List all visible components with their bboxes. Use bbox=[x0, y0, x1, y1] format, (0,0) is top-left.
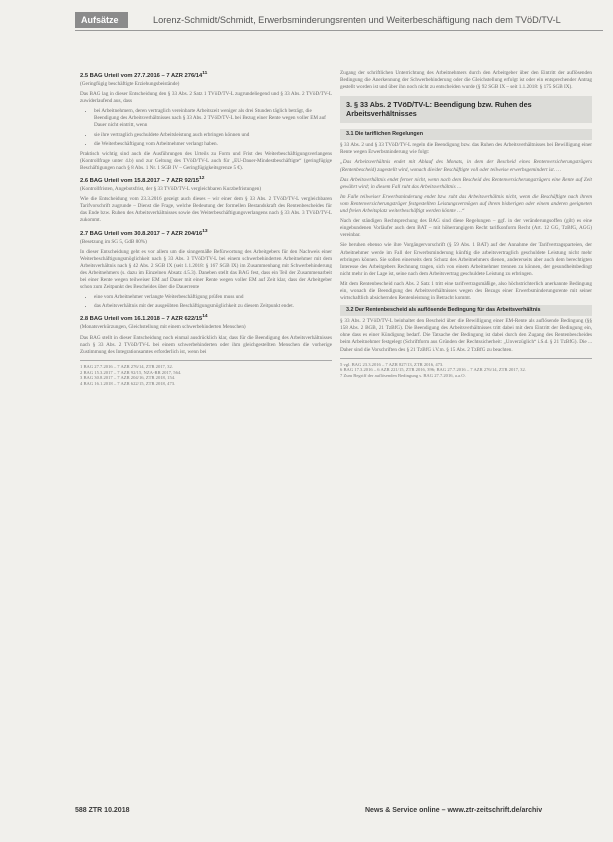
footnote: 3 BAG 30.8.2017 – 7 AZR 204/16, ZTR 2018, 154. bbox=[80, 375, 176, 381]
footnote: 2 BAG 15.3.2017 – 7 AZR 92/15, NZA-RR 2017, 564. bbox=[80, 369, 182, 375]
list-item: • bei Arbeitnehmern, deren vertraglich vereinbarte Arbeitszeit weniger als drei Stunden täglich beträgt, die Beendigung des Arbeitsverhältnisses nach § 33 Abs. 2 TVöD/TV-L bei Bezug einer Rente wegen voller EM auf Dauer nicht eintritt, wenn bbox=[94, 108, 332, 129]
paragraph: In dieser Entscheidung geht es vor allem um die sinngemäße Befürwortung des Arbeitgebers für den Nachweis einer Weiterbeschäftigungsmöglichkeit nach § 33 Abs. 3 TVöD/TV-L bei einem schwerbehinderten Arbeitnehmer mit dem Arbeitsverhältnis nach § 42 Abs. 2 SGB IX (seit 1.1.2018: § 167 SGB IX) im Zusammenhang mit Schwerbehinderung des Arbeitnehmers (s. dazu im Einzelnen Absatz 4.5.3). Daneben stellt das BAG fest, dass ein Teil der Zusammenarbeit bei einer Rente wegen teilweiser EM auf Dauer mit einer Rente wegen voller EM auf Zeit klar, dass der Arbeitgeber schon zum Zeitpunkt des Bescheides über die Dauerrente bbox=[80, 248, 332, 291]
paragraph: Sie beruhen ebenso wie ihre Vorgängervorschrift (§ 59 Abs. 1 BAT) auf der Annahme der Tarifvertragsparteien, der Arbeitnehmer werde im Fall der Erwerbsminderung künftig die arbeitsvertraglich geschuldete Leistung nicht mehr erbringen können. Sie sollen einerseits dem Schutz des Arbeitnehmers dienen, andererseits aber auch dem berechtigten Interesse des Arbeitgebers Rechnung tragen, sich von einem Arbeitnehmer trennen zu können, der gesundheitsbedingt nicht mehr in der Lage ist, seine nach dem Arbeitsvertrag geschuldete Leistung zu erbringen. bbox=[340, 242, 592, 277]
paragraph: Mit dem Rentenbescheid nach Abs. 2 Satz 1 tritt eine tarifvertragsmäßige, also höchstrichterlich anerkannte Bedingung ein, wonach die Beendigung des Arbeitsverhältnisses wegen des Bezugs einer Erwerbsminderungsrente mit seiner wirtschaftlich absichernden Rentenleistung in Betracht kommt. bbox=[340, 280, 592, 302]
paragraph: (Besetzung im SG 5, GdB 80%) bbox=[80, 238, 147, 245]
bullet-list bbox=[80, 108, 332, 147]
paragraph: Wie die Entscheidung vom 23.3.2016 gezeigt auch dieses – wir einer dem § 33 Abs. 2 TVöD/TV-L vergleichbaren Tarifvorschrift zugrunde – Dienst die Frage, welche Bedeutung der formellen Bestandskraft des Rentenbescheides für das Ende bzw. Ruhen des Arbeitsverhältnisses sowie des Weiterbeschäftigungsverlangens nach § 33 Abs. 3 TVöD/TV-L zukommt. bbox=[80, 196, 332, 224]
footnotes bbox=[340, 358, 592, 379]
subheading-3-2: 3.2 Der Rentenbescheid als auflösende Bedingung für das Arbeitsverhältnis bbox=[340, 305, 592, 316]
paragraph: Nach der ständigen Rechtsprechung des BAG sind diese Regelungen – ggf. in der veränderungsoffen (gilt) es eine eingebundenen Vorläufer auch dem BAT – mit höherrangigem Recht tarifkonform Recht (Art. 12 GG, TzBfG, AGG) vereinbar. bbox=[340, 218, 592, 239]
heading-2-8: 2.8 BAG Urteil vom 16.1.2018 – 7 AZR $622/15^{14}$ bbox=[80, 314, 208, 323]
paragraph: (Geringfügig beschäftigte Erziehungsbeistände) bbox=[80, 81, 180, 88]
quote: Das Arbeitsverhältnis endet ferner nicht, wenn nach dem Bescheid des Rentenversicherungsträgers eine Rente auf Zeit gewährt wird; in diesem Fall ruht das Arbeitsverhältnis … bbox=[340, 176, 592, 190]
footnote: 4 BAG 16.1.2018 – 7 AZR 622/15, ZTR 2018, 473. bbox=[80, 381, 176, 387]
running-title: Lorenz-Schmidt/Schmidt, Erwerbsminderungsrenten und Weiterbeschäftigung nach dem TVöD/TV-L bbox=[153, 15, 561, 25]
section-tag: Aufsätze bbox=[75, 12, 128, 28]
list-item: • die Weiterbeschäftigung vom Arbeitnehmer verlangt haben. bbox=[94, 141, 332, 148]
page-number: 588 ZTR 10.2018 bbox=[75, 807, 130, 814]
list-item: • eine vom Arbeitnehmer verlangte Weiterbeschäftigung prüfen muss und bbox=[94, 294, 332, 301]
footnote: 5 vgl. BAG 23.3.2016 – 7 AZR 827/13, ZTR 2016, 473. bbox=[340, 361, 444, 367]
footnote: 6 BAG 17.3.2016 – 6 AZR 221/15, ZTR 2016, 396; BAG 27.7.2016 – 7 AZR 276/14, ZTR 2017, 32. bbox=[340, 367, 526, 373]
heading-2-5: 2.5 BAG Urteil vom 27.7.2016 – 7 AZR $276/14^{11}$ bbox=[80, 71, 208, 79]
quote: Im Falle teilweiser Erwerbsminderung endet bzw. ruht das Arbeitsverhältnis nicht, wenn die Beschäftigte nach ihrem vom Rentenversicherungsträger festgestellten Leistungsvermögen auf ihrem bisherigen oder einem anderen geeigneten und freien Arbeitsplatz weiterbeschäftigt werden könnte …“ bbox=[340, 193, 592, 215]
paragraph: (Monatsverkürzungen, Gleichstellung mit einem schwerbehinderten Menschen) bbox=[80, 324, 246, 331]
heading-2-6: 2.6 BAG Urteil vom 15.8.2017 – 7 AZR $92/15^{12}$ bbox=[80, 176, 205, 184]
right-column bbox=[340, 70, 592, 379]
paragraph: § 33 Abs. 2 und § 33 TVöD/TV-L regeln die Beendigung bzw. das Ruhen des Arbeitsverhältnisses bei Bewilligung einer Rente wegen Erwerbsminderung wie folgt: bbox=[340, 142, 592, 156]
section-heading-3: 3. § 33 Abs. 2 TVöD/TV-L: Beendigung bzw. Ruhen des Arbeitsverhältnisses bbox=[340, 96, 592, 123]
list-item: • sie ihre vertraglich geschuldete Arbeitsleistung auch erbringen können und bbox=[94, 132, 332, 139]
paragraph: § 33 Abs. 2 TVöD/TV-L beinhaltet den Bescheid über die Bewilligung einer EM-Rente als auflösende Bedingung (§§ 158 Abs. 2 BGB, 21 TzBfG). Die Beendigung des Arbeitsverhältnisses tritt dabei mit dem Eintritt der Bedingung ein, ohne dass es einer Kündigung bedarf. Die Tatsache der Bedingung ist dabei durch den Zugang des Rentenbescheides beim Arbeitnehmer festgelegt (Schriftform aus Gründen der Rechtssicherheit: „Unverzüglich“ i.S.d. § 21 TzBfG). Die ... Daher sind die Vorschriften des § 21 TzBfG i.V.m. § 15 Abs. 2 TzBfG zu beachten. bbox=[340, 318, 592, 353]
quote: „Das Arbeitsverhältnis endet mit Ablauf des Monats, in dem der Bescheid eines Rentenversicherungsträgers (Rentenbescheid) zugestellt wird, wonach die/der Beschäftigte voll oder teilweise erwerbsgemindert ist. … bbox=[340, 159, 592, 173]
paragraph: Zugang der schriftlichen Unterrichtung des Arbeitnehmers durch den Arbeitgeber über den Eintritt der auflösenden Bedingung die Anerkennung der Schwerbehinderung oder die Gleichstellung erfolgt ist oder ein entsprechender Antrag gestellt worden ist und über ihn noch nicht zu entscheiden wurde (§ 92 SGB IX – seit 1.1.2018: § 175 SGB IX). bbox=[340, 70, 592, 91]
footnotes bbox=[80, 360, 332, 387]
bullet-list bbox=[80, 294, 332, 310]
paragraph: Das BAG lag in dieser Entscheidung den § 33 Abs. 2 Satz 1 TVöD/TV-L zugrundeliegend und § 33 Abs. 2 TVöD/TV-L zuwiderlaufend aus, dass bbox=[80, 91, 332, 105]
paragraph: (Kontrollfristen, Angebotsfrist, der § 33 TVöD/TV-L vergleichbaren Kurzbefristungen) bbox=[80, 186, 262, 193]
paragraph: Das BAG stellt in dieser Entscheidung noch einmal ausdrücklich klar, dass für die Beendigung des Arbeitsverhältnisses nach § 33 Abs. 2 TVöD/TV-L bei einem schwerbehinderten oder ihm gleichgestellten Menschen die vorherige Zustimmung des Integrationsamtes erforderlich ist, wenn bei bbox=[80, 334, 332, 355]
subheading-3-1: 3.1 Die tariflichen Regelungen bbox=[340, 129, 592, 140]
footer-link[interactable]: News & Service online – www.ztr-zeitschrift.de/archiv bbox=[365, 807, 543, 814]
paragraph: Praktisch wichtig sind auch die Ausführungen des Urteils zu Form und Frist des Weiterbeschäftigungsverlangens (Kontrollfrage unter 4.b) und zur Geltung des TVöD/TV-L auch für „EU-Dauer-Mindestbeschäftigte“ (geringfügige Beschäftigungen nach § 8 Abs. 1 Nr. 1 SGB IV – Geringfügigkeitsgrenze 5 €). bbox=[80, 150, 332, 171]
heading-2-7: 2.7 BAG Urteil vom 30.8.2017 – 7 AZR $204/16^{13}$ bbox=[80, 228, 208, 237]
left-column bbox=[80, 70, 332, 387]
footnote: 7 Zum Begriff der auflösenden Bedingung s. BAG 27.7.2016, a.a.O. bbox=[340, 373, 466, 379]
header-rule bbox=[75, 30, 603, 31]
list-item: • das Arbeitsverhältnis mit der ausgeübten Beschäftigungsmöglichkeit zu diesem Zeitpunkt endet. bbox=[94, 303, 332, 310]
footnote: 1 BAG 27.7.2016 – 7 AZR 276/14, ZTR 2017, 32. bbox=[80, 363, 173, 369]
page-header bbox=[75, 12, 603, 30]
